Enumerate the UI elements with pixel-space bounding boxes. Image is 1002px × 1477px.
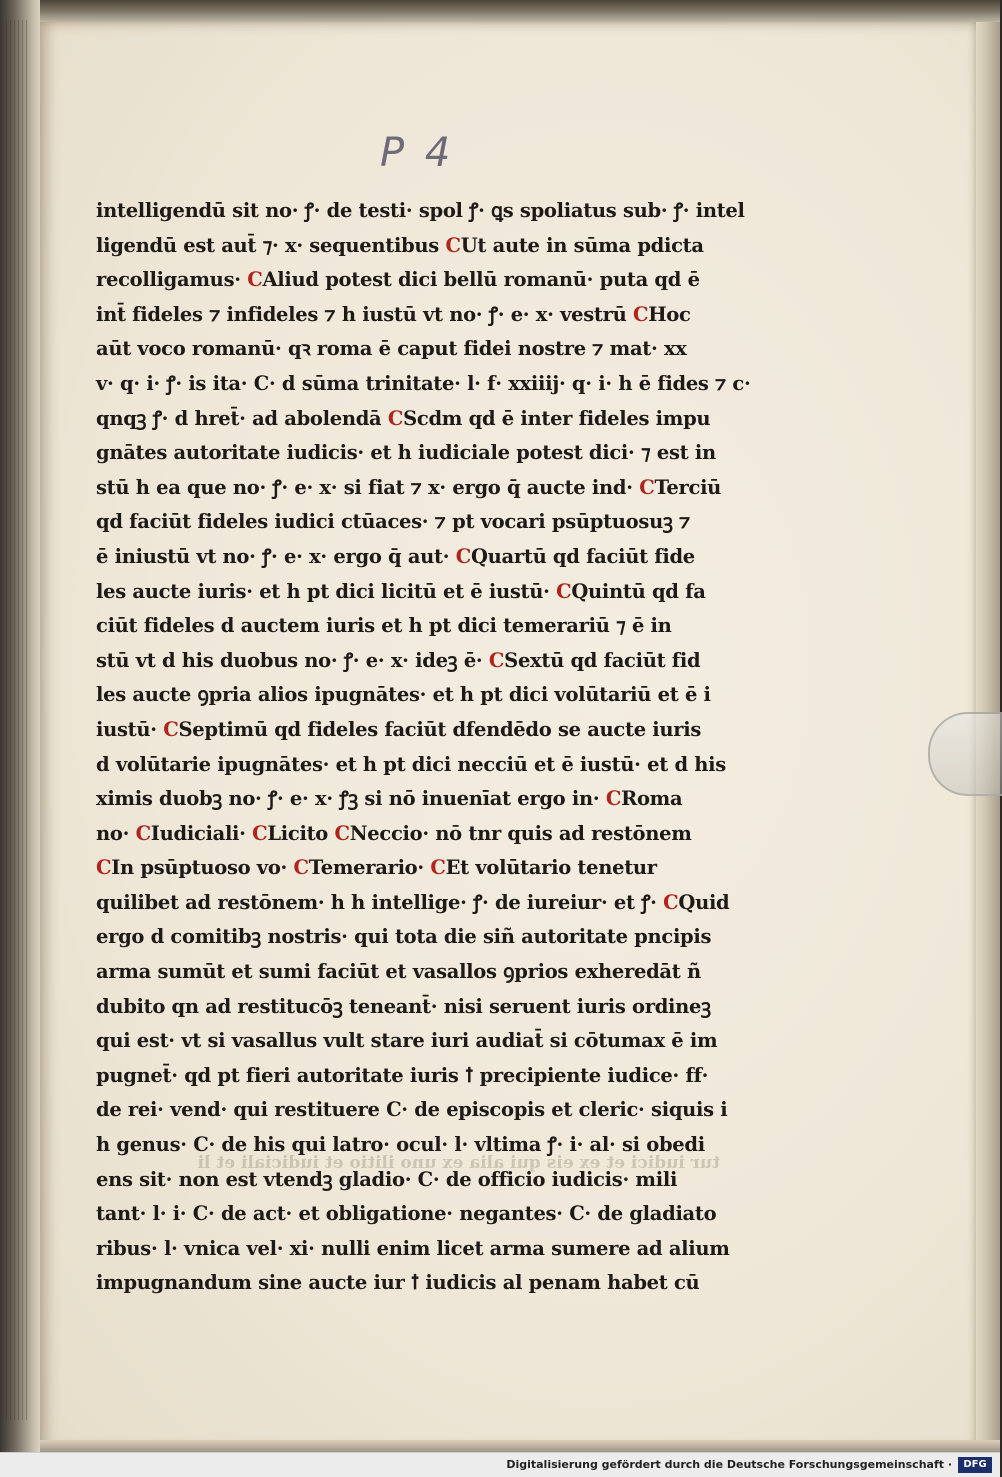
text-line	[96, 678, 716, 713]
rubric-paragraph-mark: C	[96, 856, 112, 880]
rubric-paragraph-mark: C	[334, 821, 350, 845]
text-segment: Temerario·	[308, 856, 431, 880]
text-line	[96, 713, 716, 748]
plastic-page-clip	[928, 712, 1002, 796]
text-line	[96, 955, 716, 990]
text-line	[96, 194, 745, 229]
text-segment: Et volūtario tenetur	[445, 856, 657, 880]
book-top-edge	[40, 0, 1000, 24]
rubric-paragraph-mark: C	[163, 717, 179, 741]
rubric-paragraph-mark: C	[252, 821, 268, 845]
text-line	[96, 748, 726, 783]
book-page-stack	[6, 20, 28, 1420]
rubric-paragraph-mark: C	[455, 544, 471, 568]
text-line	[96, 471, 722, 506]
text-line	[96, 1232, 730, 1267]
text-segment: ximis duobꝫ no· ꝭ· e· x· ꝭꝫ si nō inuenīat ergo in·	[96, 787, 606, 811]
text-segment: ens sit· non est vtendꝫ gladio· C· de officio iudicis· mili	[96, 1167, 678, 1191]
text-segment: d volūtarie ipugnātes· et h pt dici necciū et ē iustū· et d his	[96, 752, 726, 776]
text-line	[96, 263, 716, 298]
text-line	[96, 1197, 716, 1232]
rubric-paragraph-mark: C	[488, 648, 505, 672]
text-segment: ē iniustū vt no· ꝭ· e· x· ergo q̄ aut·	[96, 544, 456, 568]
text-line	[96, 402, 716, 437]
rubric-paragraph-mark: C	[430, 856, 446, 880]
rubric-paragraph-mark: C	[445, 233, 461, 257]
text-line	[96, 782, 716, 817]
text-segment: les aucte iuris· et h pt dici licitū et ē iustū·	[96, 579, 557, 603]
digitization-footer	[0, 1452, 1000, 1477]
text-line	[96, 505, 716, 540]
text-segment: Terciū	[654, 475, 722, 499]
rubric-paragraph-mark: C	[639, 475, 655, 499]
text-segment: Neccio· nō tnr quis ad restōnem	[349, 821, 692, 845]
text-segment: Quid	[678, 890, 730, 914]
text-line	[96, 886, 730, 921]
text-line	[96, 436, 716, 471]
text-segment: Licito	[267, 821, 335, 845]
rubric-paragraph-mark: C	[247, 268, 263, 292]
text-segment: stū h ea que no· ꝭ· e· x· si fiat ⁊ x· ergo q̄ aucte ind·	[96, 475, 640, 499]
rubric-paragraph-mark: C	[293, 856, 309, 880]
text-segment: Aliud potest dici bellū romanū· puta qd ē	[262, 268, 700, 292]
rubric-paragraph-mark: C	[663, 890, 679, 914]
text-segment: tant· l· i· C· de act· et obligatione· negantes· C· de gladiato	[96, 1202, 717, 1226]
text-segment: qd faciūt fideles iudici ctūaces· ⁊ pt vocari psūptuosuꝫ ⁊	[96, 510, 690, 534]
text-line	[96, 332, 716, 367]
text-line	[96, 298, 716, 333]
text-line	[96, 644, 716, 679]
text-segment: stū vt d his duobus no· ꝭ· e· x· ideꝫ ē·	[96, 648, 489, 672]
text-segment: ligendū est aut̄ ⁊· x· sequentibus	[96, 233, 446, 257]
text-line	[96, 1093, 728, 1128]
rubric-paragraph-mark: C	[556, 579, 572, 603]
text-segment: Hoc	[648, 302, 691, 326]
text-line	[96, 1024, 716, 1059]
text-line	[96, 1266, 716, 1301]
text-segment: int̄ fideles ⁊ infideles ⁊ h iustū vt no· ꝭ· e· x· vestrū	[96, 302, 633, 326]
text-segment: les aucte ꝯpria alios ipugnātes· et h pt dici volūtariū et ē i	[96, 683, 711, 707]
rubric-paragraph-mark: C	[632, 302, 649, 326]
text-segment: recolligamus·	[96, 268, 248, 292]
text-segment: h genus· C· de his qui latro· ocul· l· vltima ꝭ· i· al· si obedi	[96, 1133, 705, 1157]
text-line	[96, 367, 751, 402]
text-segment: Scdm qd ē inter fideles impu	[403, 406, 711, 430]
text-line	[96, 1128, 716, 1163]
text-segment: Sextū qd faciūt fid	[504, 648, 701, 672]
text-line	[96, 575, 716, 610]
text-segment: Ut aute in sūma pdicta	[460, 233, 704, 257]
rubric-paragraph-mark: C	[605, 787, 622, 811]
text-segment: Iudiciali·	[150, 821, 253, 845]
incunable-text-block	[96, 194, 751, 1301]
dfg-logo: DFG	[958, 1457, 992, 1473]
text-segment: iustū·	[96, 717, 164, 741]
text-segment: ribus· l· vnica vel· xi· nulli enim licet arma sumere ad alium	[96, 1236, 730, 1260]
text-line	[96, 990, 716, 1025]
text-line	[96, 817, 716, 852]
text-segment: ciūt fideles d auctem iuris et h pt dici temerariū ⁊ ē in	[96, 614, 672, 638]
text-line	[96, 1163, 716, 1198]
text-line	[96, 851, 716, 886]
text-segment: dubito qn ad restitucōꝫ teneant̄· nisi seruent iuris ordineꝫ	[96, 994, 711, 1018]
text-segment: quilibet ad restōnem· h h intellige· ꝭ· de iureiur· et ꝭ·	[96, 890, 664, 914]
text-segment: qui est· vt si vasallus vult stare iuri audiat̄ si cōtumax ē im	[96, 1029, 718, 1053]
text-segment: Septimū qd fideles faciūt dfendēdo se aucte iuris	[178, 717, 702, 741]
text-segment: intelligendū sit no· ꝭ· de testi· spol ꝭ· ꝗs spoliatus sub· ꝭ· intel	[96, 199, 745, 222]
text-segment: pugnet̄· qd pt fieri autoritate iuris ꝉ precipiente iudice· ff·	[96, 1063, 709, 1087]
text-segment: no·	[96, 821, 136, 845]
funding-notice: Digitalisierung gefördert durch die Deutsche Forschungsgemeinschaft ·	[506, 1458, 952, 1471]
text-segment: In psūptuoso vo·	[111, 856, 294, 880]
text-segment: Quintū qd fa	[571, 579, 706, 603]
page-bottom-edge	[40, 1440, 1000, 1452]
rubric-paragraph-mark: C	[387, 406, 404, 430]
ink-bleed-through: tur iudici et ex eis qui alia ex uno ilitio et iudiciali et li	[197, 1153, 720, 1173]
rubric-paragraph-mark: C	[135, 821, 151, 845]
text-segment: aūt voco romanū· qꝛ roma ē caput fidei nostre ⁊ mat· xx	[96, 337, 687, 361]
text-segment: gnātes autoritate iudicis· et h iudiciale potest dici· ⁊ est in	[96, 441, 716, 465]
text-segment: Roma	[621, 787, 683, 811]
text-line	[96, 229, 716, 264]
book-fore-edge	[0, 0, 40, 1452]
text-segment: Quartū qd faciūt fide	[470, 544, 695, 568]
folio-annotation: P 4	[380, 130, 455, 176]
text-segment: de rei· vend· qui restituere C· de episcopis et cleric· siquis i	[96, 1098, 728, 1122]
text-segment: impugnandum sine aucte iur ꝉ iudicis al penam habet cū	[96, 1271, 700, 1295]
text-line	[96, 920, 716, 955]
text-segment: ergo d comitibꝫ nostris· qui tota die siñ autoritate pncipis	[96, 925, 712, 949]
text-segment: arma sumūt et sumi faciūt et vasallos ꝯprios exheredāt ñ	[96, 960, 701, 984]
text-line	[96, 609, 716, 644]
text-segment: v· q· i· ꝭ· is ita· C· d sūma trinitate· l· f· xxiiij· q· i· h ē fides ⁊ c·	[96, 371, 751, 395]
text-segment: qnqꝫ ꝭ· d hret̄· ad abolendā	[96, 406, 388, 430]
text-line	[96, 540, 716, 575]
text-line	[96, 1059, 716, 1094]
